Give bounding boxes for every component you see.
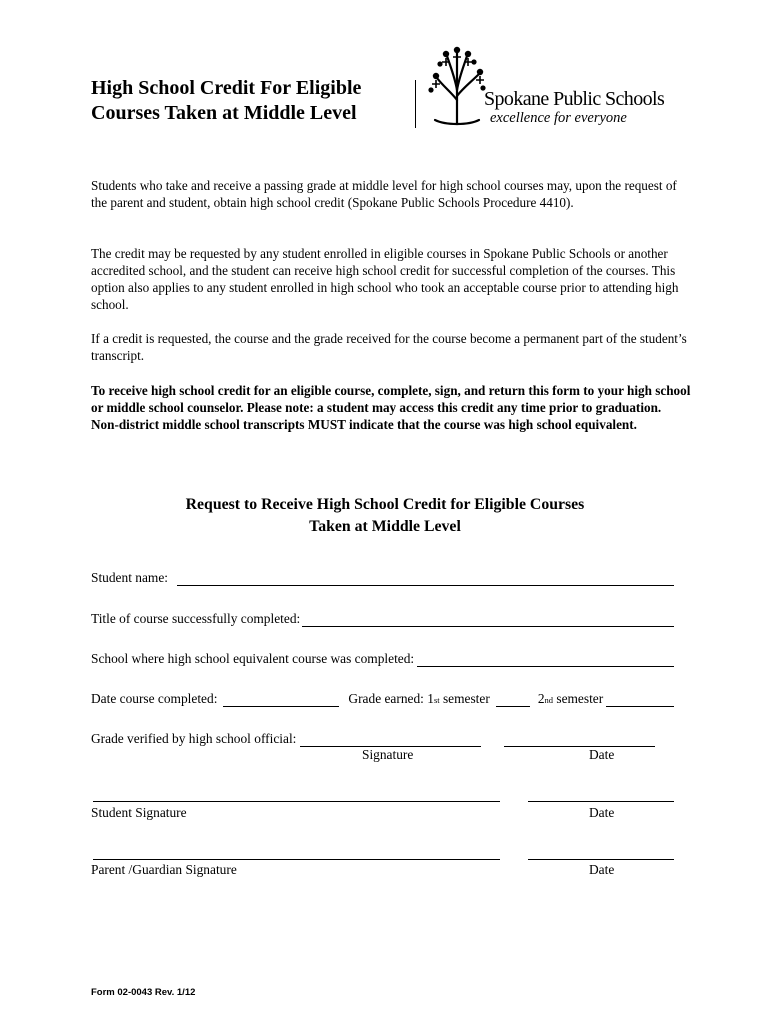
student-name-field[interactable] (177, 571, 674, 586)
student-name-label: Student name: (91, 570, 168, 585)
official-date-caption: Date (589, 747, 615, 762)
tree-logo-icon (427, 44, 487, 126)
date-completed-label: Date course completed: (91, 691, 218, 706)
student-signature-field[interactable] (93, 801, 500, 802)
official-signature-field[interactable] (300, 732, 481, 747)
form-title (91, 494, 679, 538)
form-title-line1: Request to Receive High School Credit for Eligible Courses (185, 496, 585, 513)
student-date-field[interactable] (528, 801, 674, 802)
form-title-line2: Taken at Middle Level (309, 518, 461, 535)
course-title-label: Title of course successfully completed: (91, 611, 301, 626)
verified-row (91, 729, 674, 747)
signature-caption: Signature (362, 747, 414, 762)
parent-signature-label: Parent /Guardian Signature (91, 862, 237, 877)
school-field[interactable] (417, 652, 674, 667)
parent-signature-field[interactable] (93, 859, 500, 860)
title-divider (415, 80, 416, 128)
district-tagline: excellence for everyone (490, 110, 627, 126)
school-label: School where high school equivalent course was completed: (91, 651, 415, 666)
parent-date-caption: Date (589, 862, 615, 877)
course-title-row (91, 609, 674, 627)
intro-paragraph-3: If a credit is requested, the course and the grade received for the course become a permanent part of the student’s transcript. (91, 331, 687, 363)
student-signature-label: Student Signature (91, 805, 187, 820)
student-name-row (91, 568, 674, 586)
second-semester-grade-field[interactable] (606, 692, 674, 707)
parent-date-field[interactable] (528, 859, 674, 860)
intro-paragraph-2: The credit may be requested by any student enrolled in eligible courses in Spokane Public Schools or another accredited school, and the student can receive high school credit for successful completion of the courses. This option also applies to any student enrolled in high school who took an acceptable course prior to attending high school. (91, 246, 679, 312)
instructions-paragraph: To receive high school credit for an eligible course, complete, sign, and return this form to your high school or middle school counselor. Please note: a student may access this credit any time prior to graduation. Non-district middle school transcripts MUST indicate that the course was high school equivalent. (91, 383, 691, 432)
course-title-field[interactable] (302, 612, 674, 627)
district-name: Spokane Public Schools (484, 88, 665, 110)
verified-label: Grade verified by high school official: (91, 731, 297, 746)
page-title-line2: Courses Taken at Middle Level (91, 102, 357, 124)
first-semester-grade-field[interactable] (496, 692, 530, 707)
date-grade-row (91, 689, 674, 707)
date-completed-field[interactable] (223, 692, 339, 707)
second-semester-label: 2nd semester (537, 691, 604, 706)
page-title (91, 76, 411, 126)
student-date-caption: Date (589, 805, 615, 820)
grade-earned-label: Grade earned: 1st semester (348, 691, 490, 706)
page-title-line1: High School Credit For Eligible (91, 77, 362, 99)
form-number: Form 02-0043 Rev. 1/12 (91, 987, 196, 998)
school-row (91, 649, 674, 667)
official-date-field[interactable] (504, 732, 655, 747)
intro-paragraph-1: Students who take and receive a passing grade at middle level for high school courses may, upon the request of the parent and student, obtain high school credit (Spokane Public Schools Procedure 4410). (91, 178, 677, 210)
